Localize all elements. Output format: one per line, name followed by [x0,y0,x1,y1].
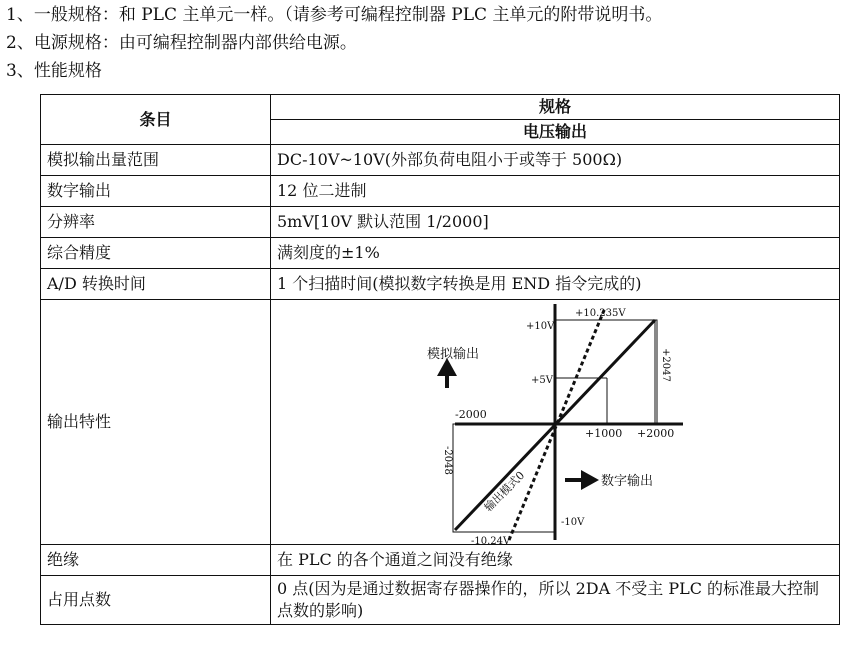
intro-power-spec: 2、电源规格：由可编程控制器内部供给电源。 [6,33,357,53]
row-item: 绝缘 [41,545,271,576]
row-value: 0 点(因为是通过数据寄存器操作的，所以 2DA 不受主 PLC 的标准最大控制点数的影响) [271,576,840,625]
performance-spec-table [40,94,840,625]
table-row [41,145,840,176]
table-row [41,176,840,207]
label-digital-output: 数字输出 [601,474,654,489]
label-top-value: +10.235V [575,308,626,319]
output-characteristics-diagram [425,300,685,544]
row-value: 5mV[10V 默认范围 1/2000] [271,207,840,238]
label-pos2047: +2047 [660,348,671,382]
label-plus10: +10V [526,321,555,332]
label-plus5: +5V [531,375,553,386]
label-analog-output: 模拟输出 [427,347,480,362]
table-row [41,207,840,238]
label-neg2048: -2048 [442,446,453,475]
label-pos2000: +2000 [637,427,675,440]
row-item: 占用点数 [41,576,271,625]
label-neg2000: -2000 [455,408,487,421]
x-axis-arrow-stem [565,478,581,482]
table-row-output-characteristics [41,300,840,545]
row-value: 12 位二进制 [271,176,840,207]
table-header-row [41,95,840,120]
header-voltage-output: 电压输出 [271,120,840,145]
label-bottom-value: -10.24V [471,536,511,544]
row-item: 数字输出 [41,176,271,207]
row-value: 在 PLC 的各个通道之间没有绝缘 [271,545,840,576]
row-item: A/D 转换时间 [41,269,271,300]
row-item: 模拟输出量范围 [41,145,271,176]
output-characteristics-cell [271,300,840,545]
table-row [41,545,840,576]
label-pos1000: +1000 [585,427,623,440]
y-axis-arrow-stem [445,376,449,388]
row-item: 输出特性 [41,300,271,545]
label-minus10: -10V [561,517,585,528]
row-value: DC-10V~10V(外部负荷电阻小于或等于 500Ω) [271,145,840,176]
table-row [41,269,840,300]
row-item: 分辨率 [41,207,271,238]
row-item: 综合精度 [41,238,271,269]
x-axis-arrow-icon [581,470,599,490]
header-item: 条目 [41,95,271,145]
header-spec: 规格 [271,95,840,120]
label-output-mode: 输出模式0 [481,468,528,515]
table-row [41,576,840,625]
table-row [41,238,840,269]
row-value: 1 个扫描时间(模拟数字转换是用 END 指令完成的) [271,269,840,300]
row-value: 满刻度的±1% [271,238,840,269]
intro-general-spec: 1、一般规格：和 PLC 主单元一样。（请参考可编程控制器 PLC 主单元的附带说明书。 [6,5,663,25]
intro-performance-heading: 3、性能规格 [6,61,102,81]
